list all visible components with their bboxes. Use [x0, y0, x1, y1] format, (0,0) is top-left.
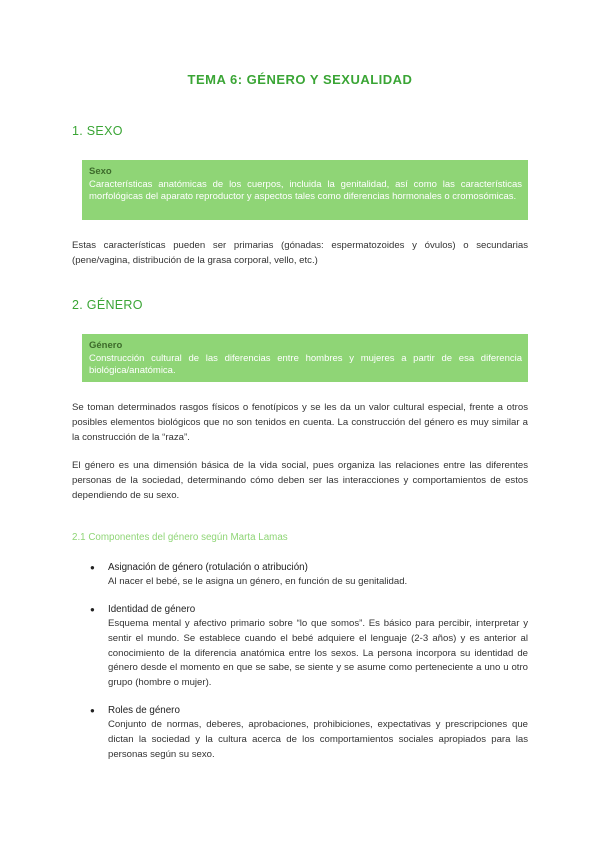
definition-text: Construcción cultural de las diferencias entre hombres y mujeres a partir de esa diferencia biológica/anatómica.: [89, 352, 522, 376]
bullet-icon: ●: [90, 605, 95, 614]
bullet-icon: ●: [90, 706, 95, 715]
definition-box-sexo: [82, 160, 528, 220]
section-heading-genero: 2. GÉNERO: [72, 298, 143, 312]
item-text: Al nacer el bebé, se le asigna un género, en función de su genitalidad.: [108, 576, 408, 587]
definition-box-genero: [82, 334, 528, 382]
paragraph-dimension-social: El género es una dimensión básica de la vida social, pues organiza las relaciones entre las diferentes personas de la sociedad, determinando cómo deben ser las interacciones y comportamientos de estos dependiendo de su sexo.: [72, 460, 528, 502]
page-title: TEMA 6: GÉNERO Y SEXUALIDAD: [187, 72, 413, 87]
item-title: Identidad de género: [108, 604, 196, 615]
item-title: Roles de género: [108, 705, 180, 716]
item-text: Esquema mental y afectivo primario sobre “lo que somos”. Es básico para percibir, interpretar y sentir el mundo. Se establece cuando el bebé adquiere el lenguaje (2-3 años) y es anterior al conocimiento de la diferencia anatómica entre los sexos. La persona incorpora su identidad de género desde el momento en que se sabe, se siente y se asume como perteneciente a uno u otro grupo (hombre o mujer).: [108, 618, 528, 689]
item-title: Asignación de género (rotulación o atribución): [108, 562, 308, 573]
definition-text: Características anatómicas de los cuerpos, incluida la genitalidad, así como las características morfológicas del aparato reproductor y aspectos tales como diferencias hormonales o cromosómicas.: [89, 178, 522, 202]
section-heading-sexo: 1. SEXO: [72, 124, 123, 138]
item-text: Conjunto de normas, deberes, aprobaciones, prohibiciones, expectativas y prescripciones que dictan la sociedad y la cultura acerca de los comportamientos sociales apropiados para las personas según su sexo.: [108, 719, 528, 760]
paragraph-caracteristicas: Estas características pueden ser primarias (gónadas: espermatozoides y óvulos) o secundarias (pene/vagina, distribución de la grasa corporal, vello, etc.): [72, 240, 528, 267]
subsection-heading: 2.1 Componentes del género según Marta Lamas: [72, 532, 288, 543]
definition-term: Género: [89, 340, 123, 351]
paragraph-rasgos: Se toman determinados rasgos físicos o fenotípicos y se les da un valor cultural especial, frente a otros posibles elementos biológicos que no son tenidos en cuenta. La construcción del género es muy similar a la construcción de la “raza”.: [72, 402, 528, 444]
bullet-icon: ●: [90, 563, 95, 572]
definition-term: Sexo: [89, 166, 112, 177]
